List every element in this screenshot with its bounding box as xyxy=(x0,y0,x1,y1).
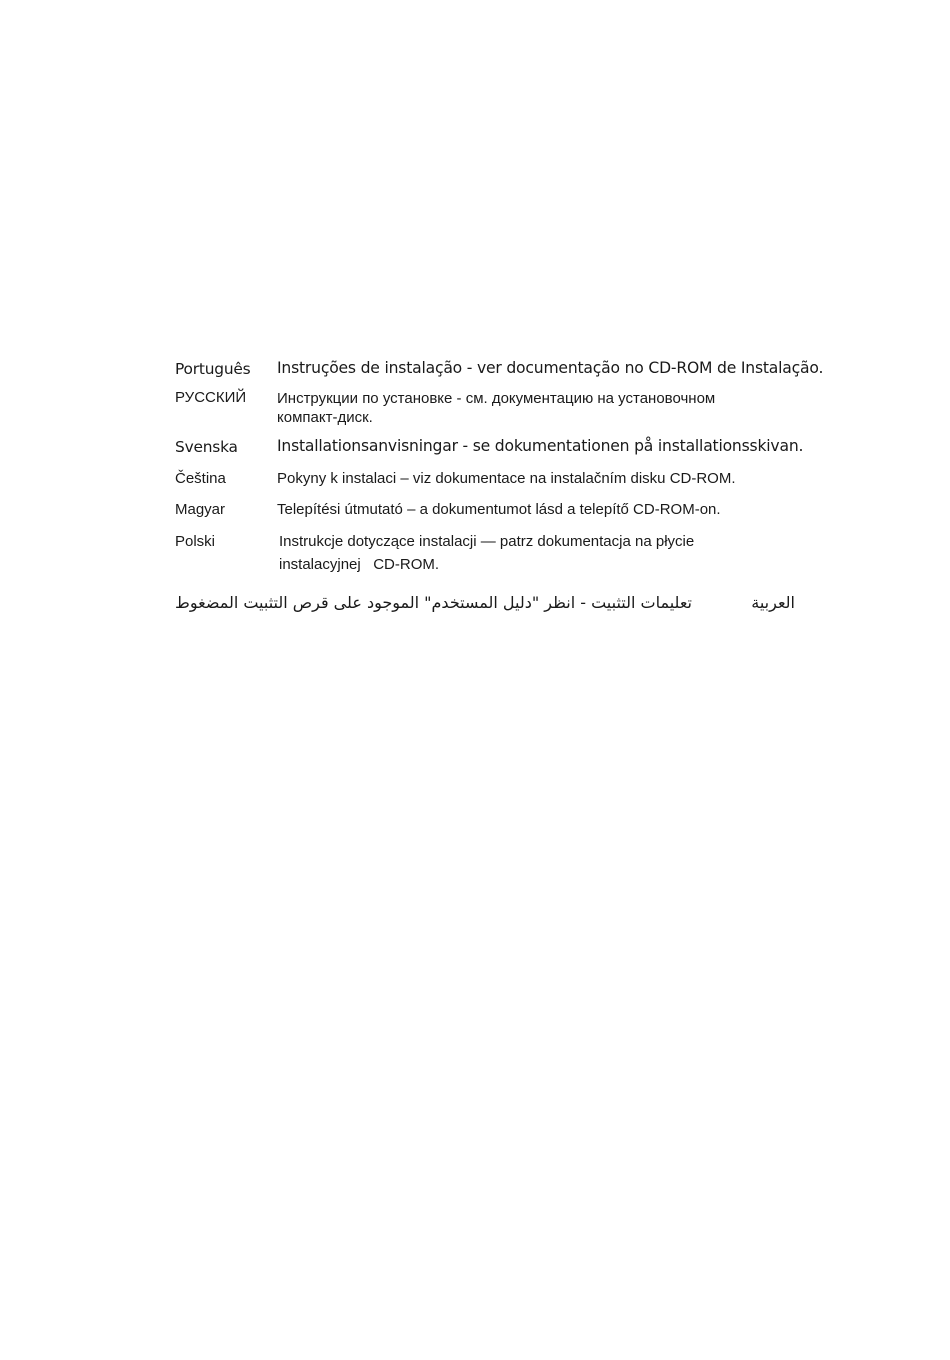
instruction-magyar: Telepítési útmutató – a dokumentumot lásd a telepítő CD-ROM-on. xyxy=(277,501,721,518)
instruction-polski-line2: instalacyjnej CD-ROM. xyxy=(279,556,440,573)
language-label-svenska: Svenska xyxy=(175,438,238,456)
language-label-magyar: Magyar xyxy=(175,501,226,518)
instruction-polski-line1: Instrukcje dotyczące instalacji — patrz dokumentacja na płycie xyxy=(279,533,695,550)
instruction-russian-line2: компакт-диск. xyxy=(277,409,373,426)
language-label-arabic: العربية xyxy=(751,593,795,612)
instruction-russian-line1: Инструкции по установке - см. документацию на установочном xyxy=(277,390,716,407)
instruction-portugues: Instruções de instalação - ver documentação no CD-ROM de Instalação. xyxy=(277,359,824,377)
instruction-svenska: Installationsanvisningar - se dokumentationen på installationsskivan. xyxy=(277,437,804,455)
language-label-portugues: Português xyxy=(175,360,251,378)
instruction-arabic: تعليمات التثبيت - انظر "دليل المستخدم" الموجود على قرص التثبيت المضغوط xyxy=(175,593,692,612)
language-label-cestina: Čeština xyxy=(175,470,226,487)
language-label-russian: РУССКИЙ xyxy=(175,389,247,406)
instruction-cestina: Pokyny k instalaci – viz dokumentace na instalačním disku CD-ROM. xyxy=(277,470,736,487)
language-label-polski: Polski xyxy=(175,533,216,550)
